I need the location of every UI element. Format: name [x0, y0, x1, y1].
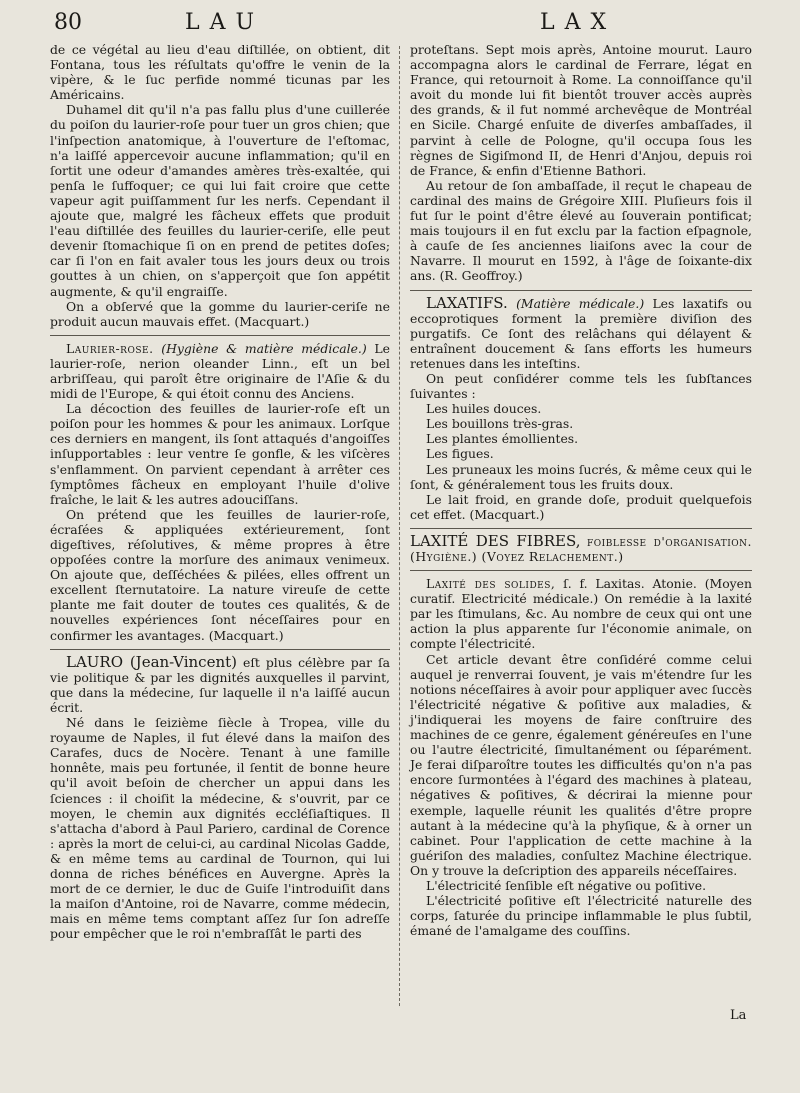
entry-laurier-rose [50, 341, 390, 401]
entry-text: Le laurier-roſe, nerion oleander Linn., eſt un bel arbriſſeau, qui paroît être originaire de l'Aſie & du midi de l'Europe, & qui étoit connu des Anciens. [50, 340, 390, 402]
paragraph: On peut conſidérer comme tels les ſubſtances ſuivantes : [410, 370, 752, 402]
entry-headword: Laxité des solides, [426, 576, 556, 592]
paragraph: Cet article devant être conſidéré comme celui auquel je renverrai ſouvent, je vais m'étendre ſur les notions néceſſaires à avoir pour appliquer avec ſuccès l'électricité négative & poſitive aux maladies, & j'indiquerai les moyens de faire conſtruire des machines de ce genre, également généreuſes en l'une ou l'autre électricité, ſimultanément ou ſéparément. Je ferai diſparoître toutes les difficultés qu'on n'a pas encore ſurmontées à l'égard des machines à plateau, négatives & poſitives, & décrirai la mienne pour exemple, laquelle réunit les qualités d'être propre autant à la médecine qu'à la phyſique, & à orner un cabinet. Pour l'application de cette machine à la guériſon des maladies, conſultez Machine électrique. On y trouve la deſcription des appareils néceſſaires. [410, 651, 752, 878]
entry-laxatifs [410, 293, 752, 371]
left-column [50, 42, 390, 941]
substance-list [426, 401, 752, 461]
entry-rule [50, 649, 390, 650]
entry-headword: LAURO (Jean-Vincent) [66, 652, 237, 671]
catchword: La [730, 1008, 747, 1023]
entry-rule [50, 335, 390, 336]
entry-headword: LAXITÉ DES FIBRES, [410, 531, 581, 550]
paragraph: L'électricité ſenſible eſt négative ou poſitive. [426, 877, 707, 893]
entry-text: ſ. f. Laxitas. Atonie. (Moyen curatif. Electricité médicale.) On remédie à la laxité par les ſtimulans, &c. Au nombre de ceux qui ont une action la plus apparente ſur l'économie animale, on compte l'électricité. [410, 576, 752, 652]
right-running-title: LAX [540, 10, 617, 35]
paragraph: La décoction des feuilles de laurier-roſe eſt un poiſon pour les hommes & pour les animaux. Lorſque ces derniers en mangent, ils ſont attaqués d'angoiſſes inſupportables : leur ventre ſe gonfle, & les viſcères s'enflamment. On parvient cependant à arrêter ces ſymptômes fâcheux en employant l'huile d'olive fraîche, le lait & les autres adouciſſans. [50, 401, 390, 507]
entry-rule [410, 528, 752, 529]
entry-headword: Laurier-rose. [66, 340, 154, 356]
paragraph: On prétend que les feuilles de laurier-roſe, écraſées & appliquées extérieurement, ſont digeſtives, réſolutives, & même propres à être oppoſées contre la morſure des animaux venimeux. On ajoute que, deſſéchées & pilées, elles offrent un excellent ſternutatoire. La nature vireuſe de cette plante me fait douter de toutes ces qualités, & de nouvelles expériences ſont néceſſaires pour en confirmer les avantages. (Macquart.) [50, 506, 390, 643]
entry-rule [410, 290, 752, 291]
page-number: 80 [54, 10, 82, 35]
left-running-title: LAU [185, 10, 265, 35]
paragraph: Né dans le ſeizième ſiècle à Tropea, ville du royaume de Naples, il fut élevé dans la maiſon des Carafes, ducs de Nocère. Tenant à une famille honnête, mais peu fortunée, il ſentit de bonne heure qu'il avoit beſoin de chercher un appui dans les ſciences : il choiſit la médecine, & s'ouvrit, par ce moyen, le chemin aux dignités eccléſiaſtiques. Il s'attacha d'abord à Paul Pariero, cardinal de Corence : après la mort de celui-ci, au cardinal Nicolas Gadde, & en même tems au cardinal de Tournon, qui lui donna de riches bénéfices en Auvergne. Après la mort de ce dernier, le duc de Guiſe l'introduiſit dans la maiſon d'Antoine, roi de Navarre, comme médecin, mais en même tems comptant aſſez ſur ſon adreſſe pour empêcher que le roi n'embraſſât le parti des [50, 715, 390, 942]
paragraph: Duhamel dit qu'il n'a pas fallu plus d'une cuillerée du poiſon du laurier-roſe pour tuer un gros chien; que l'inſpection anatomique, à l'ouverture de l'eſtomac, n'a laiſſé appercevoir aucune inflammation; qu'il en ſortit une odeur d'amandes amères très-exaltée, qui penſa le ſuffoquer; ce qui lui fait croire que cette vapeur agit puiſſamment ſur les nerfs. Cependant il ajoute que, malgré les fâcheux effets que produit l'eau diſtillée des feuilles du laurier-ceriſe, elle peut devenir ſtomachique ſi on en prend de petites doſes; car ſi l'on en fait avaler tous les jours deux ou trois gouttes à un chien, on s'apperçoit que ſon appétit augmente, & qu'il engraiſſe. [50, 102, 390, 299]
entry-text: eſt plus célèbre par ſa vie politique & par les dignités auxquelles il parvint, que dans la médecine, ſur laquelle il n'a laiſſé aucun écrit. [50, 654, 390, 715]
entry-rule [410, 570, 752, 571]
entry-headword: LAXATIFS. [426, 293, 508, 312]
running-header [0, 10, 800, 38]
paragraph: Au retour de ſon ambaſſade, il reçut le chapeau de cardinal des mains de Grégoire XIII. Pluſieurs fois il fut ſur le point d'être élevé au ſouverain pontificat; mais toujours il en fut exclu par la faction eſpagnole, à cauſe de ſes anciennes liaiſons avec la cour de Navarre. Il mourut en 1592, à l'âge de ſoixante-dix ans. (R. Geoffroy.) [410, 177, 752, 284]
list-item: Les huiles douces. [426, 401, 542, 417]
paragraph: L'électricité poſitive eſt l'électricité naturelle des corps, ſaturée du principe inflammable le plus ſubtil, émané de l'amalgame des couſſins. [410, 893, 752, 939]
entry-lauro [50, 652, 390, 715]
entry-text: Les laxatifs ou eccoprotiques forment la première diviſion des purgatifs. Ce ſont des relâchans qui délayent & entraînent doucement & ſans efforts les humeurs retenues dans les inteſtins. [410, 295, 752, 371]
paragraph: proteſtans. Sept mois après, Antoine mourut. Lauro accompagna alors le cardinal de Ferrare, légat en France, qui retournoit à Rome. La connoiſſance qu'il avoit du monde lui fit bientôt trouver accès auprès des grands, & il fut nommé archevêque de Montréal en Sicile. Chargé enſuite de diverſes ambaſſades, il parvint à celle de Pologne, qu'il occupa ſous les règnes de Sigiſmond II, de Henri d'Anjou, depuis roi de France, & enfin d'Etienne Bathori. [410, 42, 752, 178]
entry-category: (Hygiène & matière médicale.) [161, 340, 367, 356]
column-divider [399, 46, 400, 1006]
entry-text: foiblesse d'organisation. (Hygiène.) (Voyez Relachement.) [410, 533, 752, 564]
list-item: Les figues. [426, 446, 494, 462]
entry-category: (Matière médicale.) [516, 295, 645, 311]
paragraph: de ce végétal au lieu d'eau diſtillée, on obtient, dit Fontana, tous les réſultats qu'offre le venin de la vipère, & le ſuc perfide nommé ticunas par les Américains. [50, 42, 390, 103]
paragraph: On a obſervé que la gomme du laurier-ceriſe ne produit aucun mauvais effet. (Macquart.) [50, 298, 390, 329]
paragraph: Le lait froid, en grande doſe, produit quelquefois cet effet. (Macquart.) [410, 491, 752, 522]
list-item: Les plantes émollientes. [426, 431, 579, 447]
paragraph: Les pruneaux les moins ſucrés, & même ceux qui le ſont, & généralement tous les fruits doux. [410, 461, 752, 492]
entry-laxite-solides [410, 576, 752, 651]
list-item: Les bouillons très-gras. [426, 416, 574, 432]
right-column [410, 42, 752, 938]
entry-laxite-fibres [410, 531, 752, 564]
